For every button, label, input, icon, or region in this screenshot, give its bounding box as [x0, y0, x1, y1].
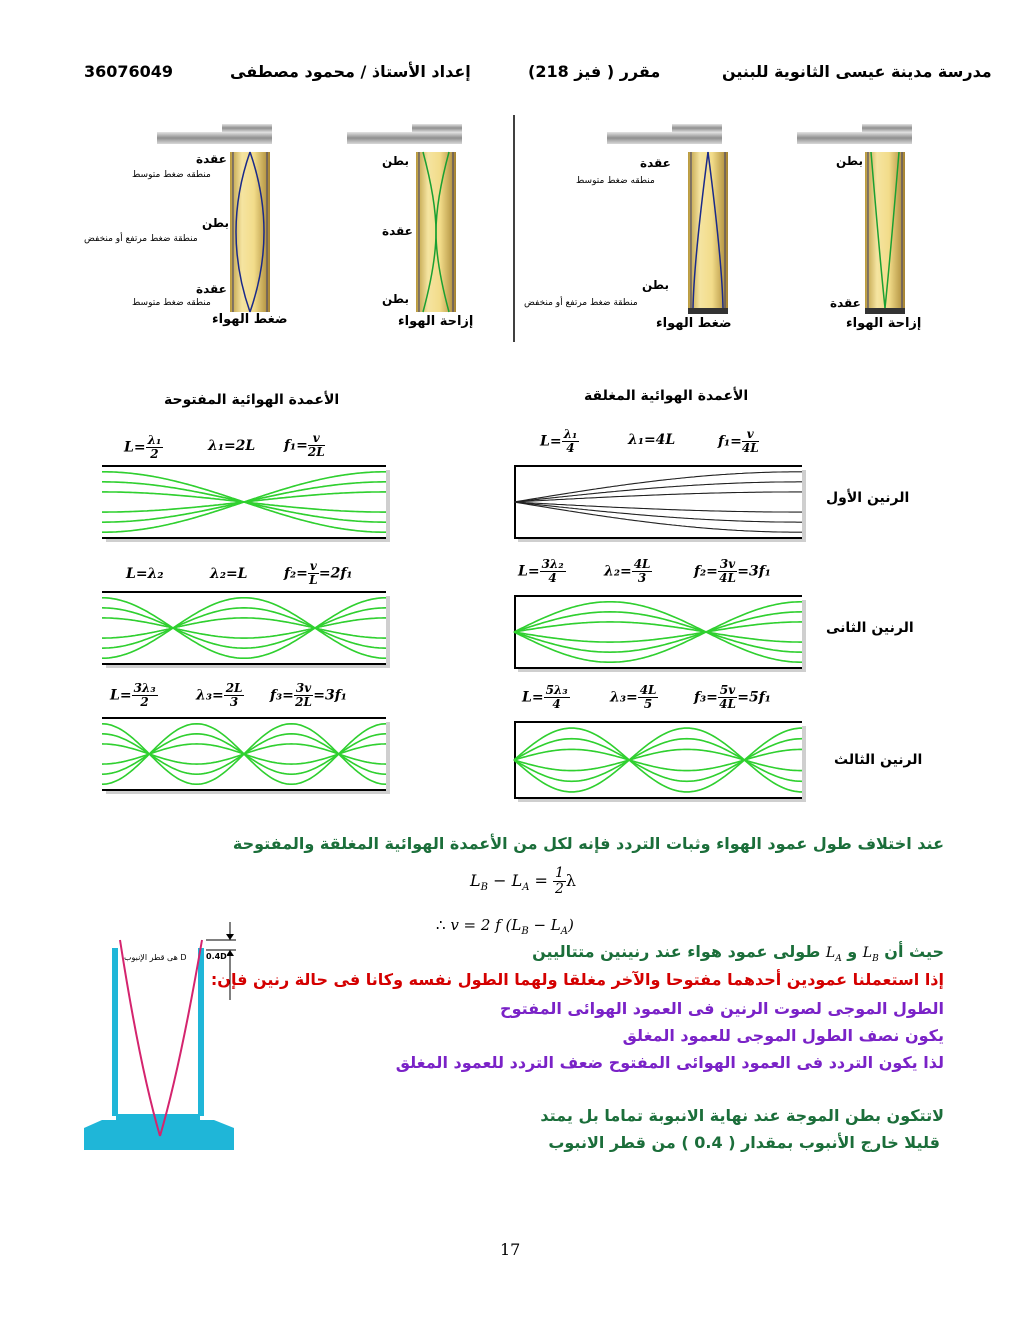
open-h3-lambda: λ₃= $\frac{2L}{3}$: [196, 681, 243, 709]
open-h2-f: f₂= $\frac{v}{L}$ =2f₁: [284, 559, 353, 587]
closed-columns-title: الأعمدة الهوائية المغلقة: [584, 388, 749, 404]
t3-bot-sub: منطقة ضغط مرتفع أو منخفض: [524, 298, 638, 308]
open-h1-lambda: λ₁=2L: [208, 438, 256, 454]
school-name: مدرسة مدينة عيسى الثانوية للبنين: [722, 62, 992, 81]
t2-caption: إزاحة الهواء: [398, 314, 474, 329]
open-h3-L: L= $\frac{\text{3λ₃}}{2}$: [110, 681, 156, 709]
third-resonance-label: الرنين الثالث: [834, 752, 923, 768]
end-correction-1: لاتتكون بطن الموجة عند نهاية الانبوبة تماما بل يمتد: [540, 1106, 944, 1125]
open-h3-f: f₃= $\frac{3v}{2L}$ =3f₁: [270, 681, 347, 709]
t4-bot-label: عقدة: [830, 296, 861, 310]
first-resonance-label: الرنين الأول: [826, 490, 910, 506]
closed-h3-f: f₃= $\frac{5v}{4L}$ =5f₁: [694, 683, 771, 711]
purple-line-1: الطول الموجى لصوت الرنين فى العمود الهوائى المفتوح: [500, 999, 944, 1018]
red-condition-text: إذا استعملنا عمودين أحدهما مفتوحا والآخر مغلقا ولهما الطول نفسه وكانا فى حالة رنين فإن:: [210, 970, 944, 989]
course: مقرر ( فيز 218): [528, 62, 661, 81]
phone-number: 36076049: [84, 62, 174, 81]
purple-line-3: لذا يكون التردد فى العمود الهوائى المفتوح ضعف التردد للعمود المغلق: [395, 1053, 944, 1072]
panel-bg: [514, 466, 802, 538]
t3-top-label: عقدة: [640, 156, 671, 170]
closed-h1-L: L= $\frac{\text{λ₁}}{4}$: [540, 427, 578, 455]
closed-h2-lambda: λ₂= $\frac{4L}{3}$: [604, 557, 651, 585]
t1-bot-sub: منطقه ضغط متوسط: [132, 298, 211, 308]
closed-h3-lambda: λ₃= $\frac{4L}{5}$: [610, 683, 657, 711]
closed-h3-L: L= $\frac{\text{5λ₃}}{4}$: [522, 683, 568, 711]
author: إعداد الأستاذ / محمود مصطفى: [230, 62, 471, 81]
t3-caption: ضغط الهواء: [656, 316, 732, 331]
second-resonance-label: الرنين الثانى: [826, 620, 914, 636]
open-columns-title: الأعمدة الهوائية المفتوحة: [164, 392, 340, 408]
t2-bot-label: بطن: [382, 292, 409, 306]
t3-top-sub: منطقه ضغط متوسط: [576, 176, 655, 186]
closed-h2-L: L= $\frac{\text{3λ₂}}{4}$: [518, 557, 564, 585]
t1-mid-label: بطن: [202, 216, 229, 230]
end-correction-label: 0.4D: [206, 952, 227, 961]
closed-h1-lambda: λ₁=4L: [628, 432, 676, 448]
t2-mid-label: عقدة: [382, 224, 413, 238]
t2-top-label: بطن: [382, 154, 409, 168]
t3-bot-label: بطن: [642, 278, 669, 292]
intro-text: عند اختلاف طول عمود الهواء وثبات التردد فإنه لكل من الأعمدة الهوائية المغلقة والمفتوحة: [232, 834, 944, 853]
equation-2: ∴ v = 2 f $(L_B - L_A)$: [436, 916, 574, 937]
page-number: 17: [500, 1240, 521, 1259]
t1-top-label: عقدة: [196, 152, 227, 166]
panel-bg: [514, 722, 802, 798]
panel-bg: [514, 596, 802, 668]
open-h2-L: L=λ₂: [126, 566, 164, 582]
panel-bg: [102, 592, 386, 664]
t1-bot-label: عقدة: [196, 282, 227, 296]
open-h1-f: f₁= $\frac{v}{2L}$: [284, 431, 325, 459]
t4-top-label: بطن: [836, 154, 863, 168]
open-h2-lambda: λ₂=L: [210, 566, 248, 582]
where-text: حيث أن $L_B$ و $L_A$ طولى عمود هواء عند رنينين متتاليين: [532, 942, 944, 964]
diameter-label: D هى قطر الإنبوب: [124, 953, 187, 962]
closed-h1-f: f₁= $\frac{v}{4L}$: [718, 427, 759, 455]
t1-caption: ضغط الهواء: [212, 312, 288, 327]
closed-h2-f: f₂= $\frac{3v}{4L}$ =3f₁: [694, 557, 771, 585]
t1-top-sub: منطقه ضغط متوسط: [132, 170, 211, 180]
open-h1-L: L= $\frac{\text{λ₁}}{2}$: [124, 433, 162, 461]
t4-caption: إزاحة الهواء: [846, 316, 922, 331]
t1-mid-sub: منطقة ضغط مرتفع أو منخفض: [84, 234, 198, 244]
end-correction-2: قليلا خارج الأنبوب بمقدار ( 0.4 ) من قطر الانبوب: [548, 1133, 940, 1152]
equation-1: $L_B - L_A$ = $\frac{1}{2}$ λ: [470, 865, 577, 897]
purple-line-2: يكون نصف الطول الموجى للعمود المغلق: [622, 1026, 944, 1045]
